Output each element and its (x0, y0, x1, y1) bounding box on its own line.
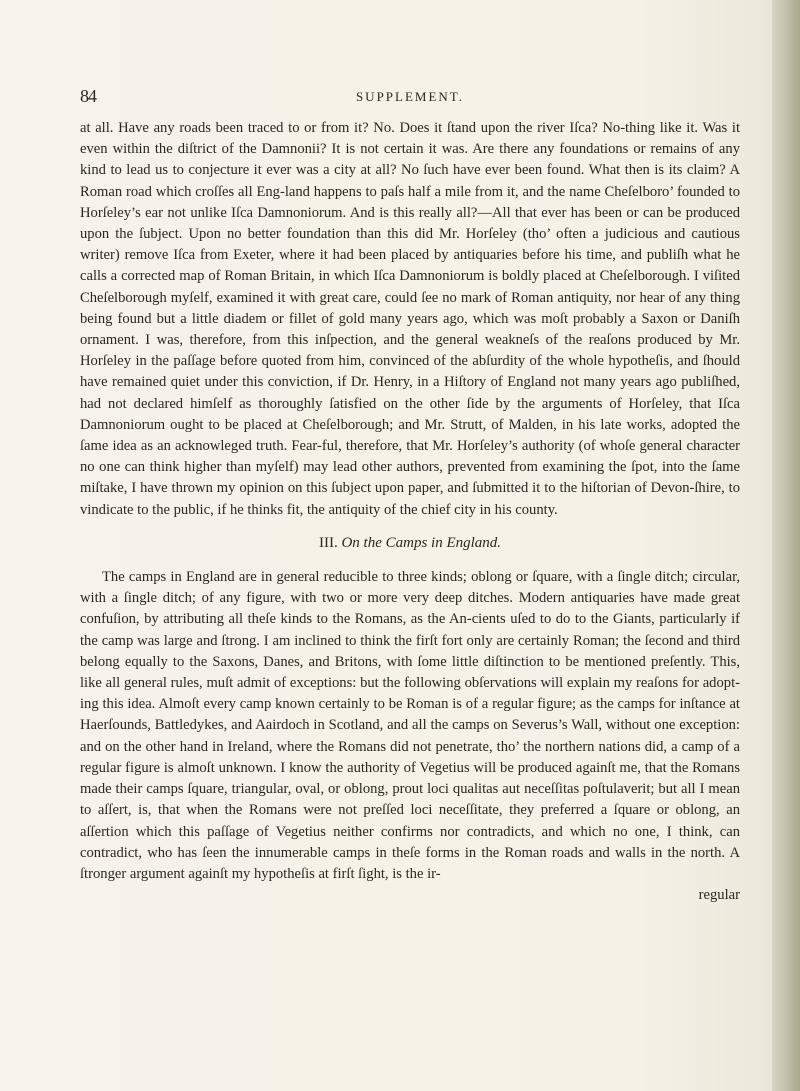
paragraph-2: The camps in England are in general reducible to three kinds; oblong or ſquare, with a ſingle ditch; circular, with a ſingle ditch; of any figure, with two or more very deep ditches. Modern antiquaries have made great confuſion, by attributing all theſe kinds to the Romans, as the An-cients uſed to do to the Giants, particularly if the camp was large and ſtrong. I am inclined to think the firſt fort only are certainly Roman; the ſecond and third belong equally to the Saxons, Danes, and Britons, with ſome little diſtinction to be mentioned preſently. This, like all general rules, muſt admit of exceptions: but the following obſervations will explain my reaſons for adopt-ing this idea. Almoſt every camp known certainly to be Roman is of a regular figure; as the camps for inſtance at Haerſounds, Battledykes, and Aairdoch in Scotland, and all the camps on Severus’s Wall, without one exception: and on the other hand in Ireland, where the Romans did not penetrate, tho’ the northern nations did, a camp of a regular figure is almoſt unknown. I know the authority of Vegetius will be produced againſt me, that the Romans made their camps ſquare, triangular, oval, or oblong, prout loci qualitas aut neceſſitas poſtulaverit; but all I mean to aſſert, is, that when the Romans were not preſſed loci neceſſitate, they preferred a ſquare or oblong, an aſſertion which this paſſage of Vegetius neither confirms nor contradicts, and which no one, I think, can contradict, who has ſeen the innumerable camps in theſe forms in the Roman roads and walls in the north. A ſtronger argument againſt my hypotheſis at firſt ſight, is the ir- (80, 569, 740, 882)
catchword: regular (698, 887, 740, 904)
running-head: SUPPLEMENT. (355, 89, 465, 104)
paragraph-1: at all. Have any roads been traced to or from it? No. Does it ſtand upon the river Iſca? No-thing like it. Was it even within the diſtrict of the Damnonii? It is not certain it was. Are there any foundations or remains of any kind to lead us to conjecture it ever was a city at all? No ſuch have ever been found. What then is its claim? A Roman road which croſſes all Eng-land happens to paſs half a mile from it, and the name Cheſelboro’ founded to Horſeley’s ear not unlike Iſca Damnoniorum. And is this really all?—All that ever has been or can be produced upon the ſubject. Upon no better foundation than this did Mr. Horſeley (tho’ often a judicious and cautious writer) remove Iſca from Exeter, where it had been placed by antiquaries before his time, and publiſh what he calls a corrected map of Roman Britain, in which Iſca Damnoniorum is boldly placed at Cheſelborough. I viſited Cheſelborough myſelf, examined it with great care, could ſee no mark of Roman antiquity, nor hear of any thing being found but a little diadem or fillet of gold many years ago, which was moſt probably a Saxon or Daniſh ornament. I was, therefore, from this inſpection, and the general weakneſs of the reaſons produced by Mr. Horſeley in the paſſage before quoted from him, convinced of the abſurdity of the whole hypotheſis, and ſhould have remained quiet under this conviction, if Dr. Henry, in a Hiſtory of England not many years ago publiſhed, had not declared himſelf as thoroughly ſatisfied on the other ſide by the arguments of Horſeley, that Iſca Damnoniorum ought to be placed at Cheſelborough; and Mr. Strutt, of Malden, in his late works, adopted the ſame idea as an acknowleged truth. Fear-ful, therefore, that Mr. Horſeley’s authority (of whoſe general character no one can think higher than myſelf) may lead other authors, prevented from examining the ſpot, into the ſame miſtake, I have thrown my opinion on this ſubject upon paper, and ſubmitted it to the hiſtorian of Devon-ſhire, to vindicate to the public, if he thinks fit, the antiquity of the chief city in his county. (80, 120, 740, 518)
section-title: On the Camps in England. (341, 534, 502, 551)
section-numeral: III. (318, 534, 338, 551)
section-heading (80, 533, 740, 554)
body-text (80, 118, 740, 906)
page-header (80, 86, 740, 108)
page-binding-edge (772, 0, 800, 1091)
page-number: 84 (80, 86, 96, 106)
